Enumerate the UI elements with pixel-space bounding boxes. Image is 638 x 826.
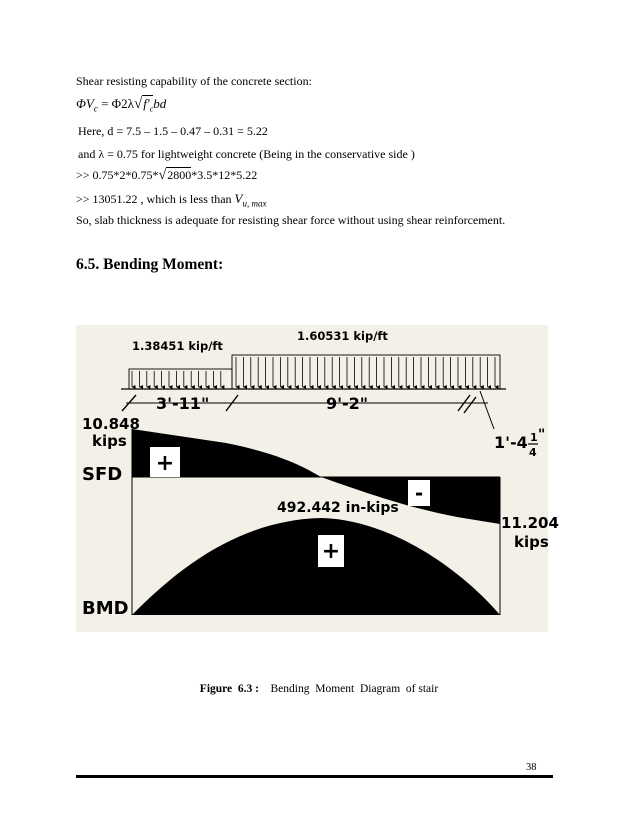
formula-sqrt-fc: f′	[143, 96, 150, 111]
text-line-conclusion: So, slab thickness is adequate for resisting shear force without using shear reinforcement.	[76, 213, 506, 227]
load-left-label: 1.38451 kip/ft	[132, 339, 223, 353]
sfd-plus-sign: +	[155, 451, 175, 476]
sfd-bmd-diagram	[76, 325, 559, 632]
text-line-1: Shear resisting capability of the concrete section:	[76, 74, 312, 88]
formula-vc: $\Phi V_c = \Phi 2\lambda√f'_cbd$	[76, 96, 167, 114]
bmd-label: BMD	[82, 598, 129, 619]
caption-label: Figure 6.3 :	[199, 683, 259, 695]
text-line-result	[76, 191, 266, 208]
result-text: >> 13051.22 , which is less than	[76, 192, 235, 206]
calc-sqrt: 2800	[167, 168, 192, 182]
footer-rule	[76, 775, 553, 778]
text-line-calc: >> 0.75*2*0.75*√2800*3.5*12*5.22	[76, 168, 258, 183]
sfd-minus-sign: -	[414, 481, 424, 505]
caption-text: Bending Moment Diagram of stair	[259, 683, 439, 695]
figure-caption	[0, 683, 638, 695]
dim-mid-label: 9'-2"	[326, 394, 369, 413]
sfd-bmd-figure	[76, 325, 559, 632]
calc-part-a: >> 0.75*2*0.75*	[76, 168, 159, 182]
dim-right-denominator: 4	[529, 446, 537, 459]
dim-right-label: 1'-4	[494, 433, 528, 452]
text-line-lambda: and λ = 0.75 for lightweight concrete (Being in the conservative side )	[78, 147, 415, 161]
dim-left-label: 3'-11"	[156, 394, 210, 413]
reaction-right-unit: kips	[514, 533, 549, 551]
formula-lhs: ΦV	[76, 96, 94, 111]
load-right-label: 1.60531 kip/ft	[297, 329, 388, 343]
calc-part-b: *3.5*12*5.22	[191, 168, 258, 182]
reaction-right-value: 11.204	[501, 514, 559, 532]
bmd-plus-sign: +	[321, 539, 341, 564]
formula-sqrt	[142, 95, 154, 114]
result-var: V	[234, 191, 243, 206]
formula-sqrt-sub: c	[149, 104, 154, 114]
formula-tail: bd	[153, 96, 167, 111]
text-line-d: Here, d = 7.5 – 1.5 – 0.47 – 0.31 = 5.22	[78, 124, 268, 138]
result-var-sub: u, max	[242, 198, 267, 209]
sfd-label: SFD	[82, 464, 123, 485]
section-heading: 6.5. Bending Moment:	[76, 256, 224, 273]
formula-eq: = Φ2λ	[97, 96, 134, 111]
page-number: 38	[526, 762, 537, 773]
dim-right-numerator: 1	[530, 431, 538, 444]
max-moment-label: 492.442 in-kips	[277, 500, 399, 516]
formula-lhs-sub: c	[93, 103, 98, 114]
dim-right-quote: "	[538, 427, 546, 443]
reaction-left-unit: kips	[92, 432, 127, 450]
reaction-left-value: 10.848	[82, 415, 140, 433]
